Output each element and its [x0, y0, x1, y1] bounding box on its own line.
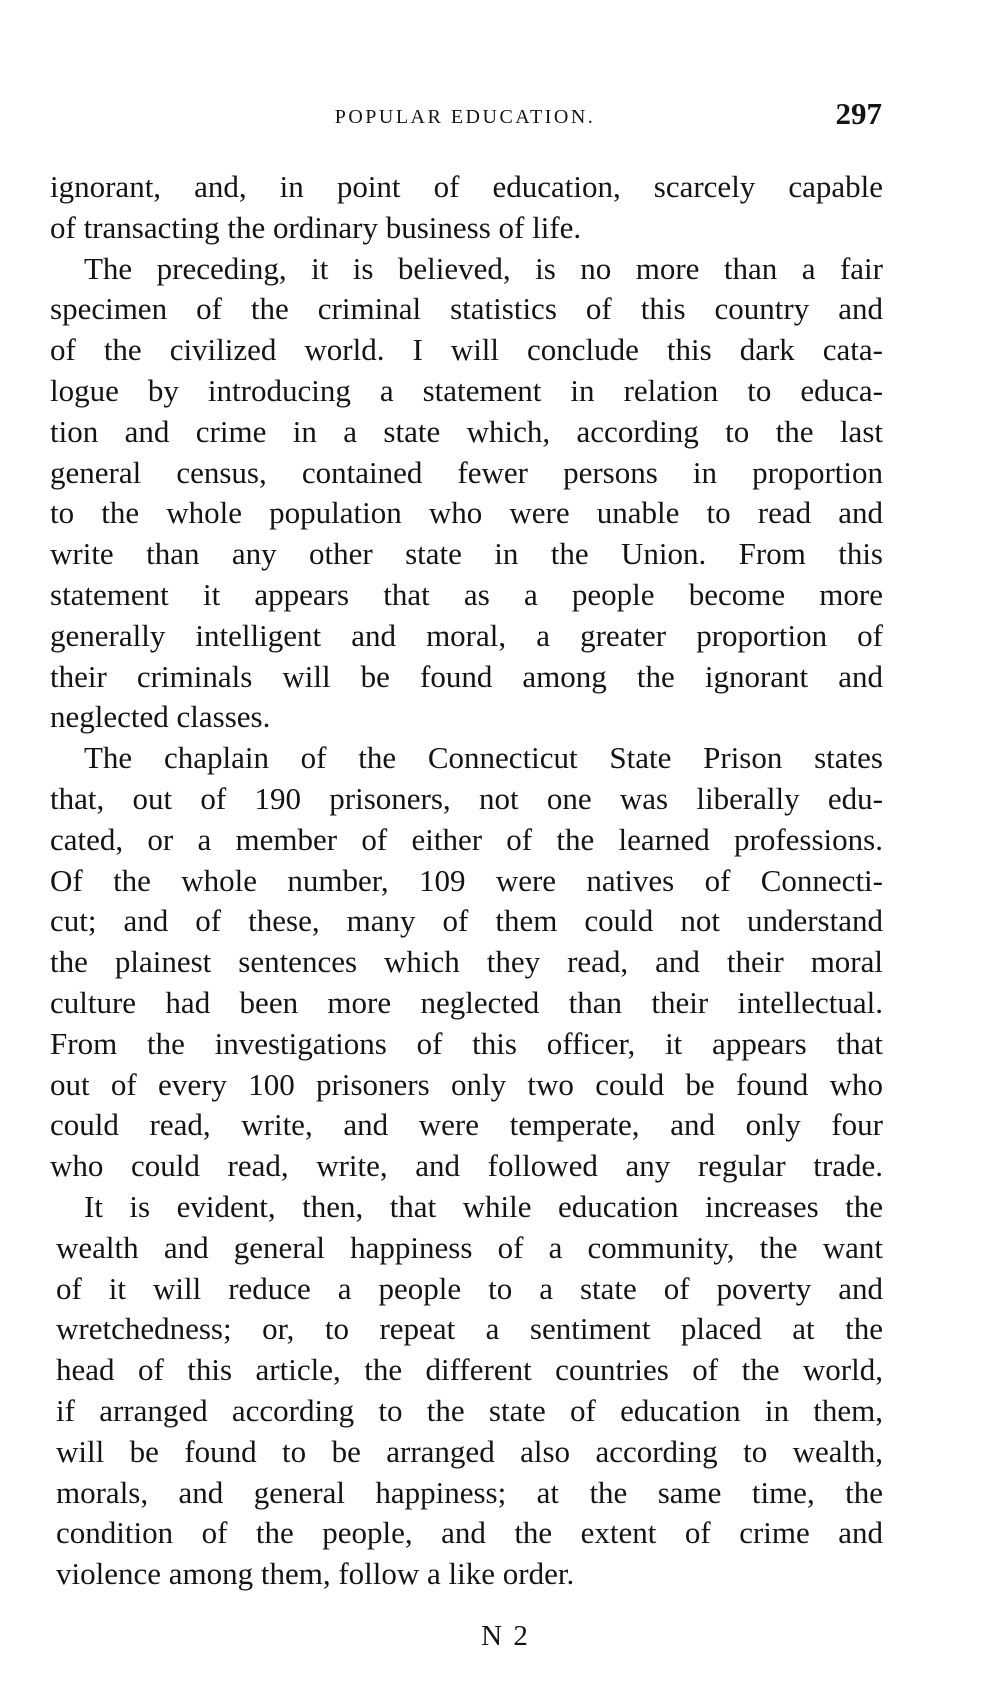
signature-mark: N 2 — [481, 1620, 530, 1652]
text-line: head of this article, the different countries of the world, — [56, 1352, 883, 1388]
text-line: The chaplain of the Connecticut State Prison states — [84, 740, 883, 776]
text-line: their criminals will be found among the ignorant and — [50, 658, 883, 694]
text-line: statement it appears that as a people become more — [50, 576, 883, 612]
text-line: generally intelligent and moral, a greater proportion of — [50, 617, 883, 653]
paragraph — [50, 249, 883, 739]
text-line: cut; and of these, many of them could not understand — [50, 903, 883, 939]
text-line: of the civilized world. I will conclude this dark cata- — [50, 332, 883, 368]
paragraph — [50, 167, 883, 249]
text-line: violence among them, follow a like order. — [56, 1556, 575, 1592]
text-line: that, out of 190 prisoners, not one was liberally edu- — [50, 780, 883, 816]
text-line: could read, write, and were temperate, and only four — [50, 1107, 883, 1143]
text-line: cated, or a member of either of the learned professions. — [50, 821, 883, 857]
text-line: The preceding, it is believed, is no more than a fair — [84, 250, 883, 286]
text-line: will be found to be arranged also according to wealth, — [56, 1433, 883, 1469]
text-line: the plainest sentences which they read, and their moral — [50, 944, 883, 980]
paragraph — [50, 1187, 883, 1595]
text-line: out of every 100 prisoners only two could be found who — [50, 1066, 883, 1102]
running-title: POPULAR EDUCATION. — [334, 106, 596, 128]
text-line: ignorant, and, in point of education, scarcely capable — [50, 169, 883, 204]
text-line: to the whole population who were unable to read and — [50, 495, 883, 531]
text-line: tion and crime in a state which, according to the last — [50, 413, 883, 449]
text-line: logue by introducing a statement in relation to educa- — [50, 372, 883, 408]
text-line: neglected classes. — [50, 699, 271, 735]
text-line: condition of the people, and the extent of crime and — [56, 1515, 883, 1551]
text-line: It is evident, then, that while education increases the — [84, 1188, 883, 1224]
text-line: From the investigations of this officer, it appears that — [50, 1025, 883, 1061]
text-line: if arranged according to the state of education in them, — [56, 1392, 883, 1428]
text-line: of transacting the ordinary business of life. — [50, 209, 582, 245]
text-line: wealth and general happiness of a community, the want — [56, 1229, 883, 1265]
text-line: of it will reduce a people to a state of poverty and — [56, 1270, 883, 1306]
text-line: general census, contained fewer persons in proportion — [50, 454, 883, 490]
text-line: wretchedness; or, to repeat a sentiment placed at the — [56, 1311, 883, 1347]
text-line: write than any other state in the Union. From this — [50, 536, 883, 572]
text-line: who could read, write, and followed any regular trade. — [50, 1148, 883, 1184]
text-line: morals, and general happiness; at the same time, the — [56, 1474, 883, 1510]
text-line: Of the whole number, 109 were natives of Connecti- — [50, 862, 883, 898]
body-text — [50, 167, 883, 1595]
text-line: culture had been more neglected than their intellectual. — [50, 984, 883, 1020]
text-line: specimen of the criminal statistics of this country and — [50, 291, 883, 327]
running-head — [48, 96, 882, 136]
page-number: 297 — [835, 96, 882, 131]
paragraph — [50, 738, 883, 1187]
